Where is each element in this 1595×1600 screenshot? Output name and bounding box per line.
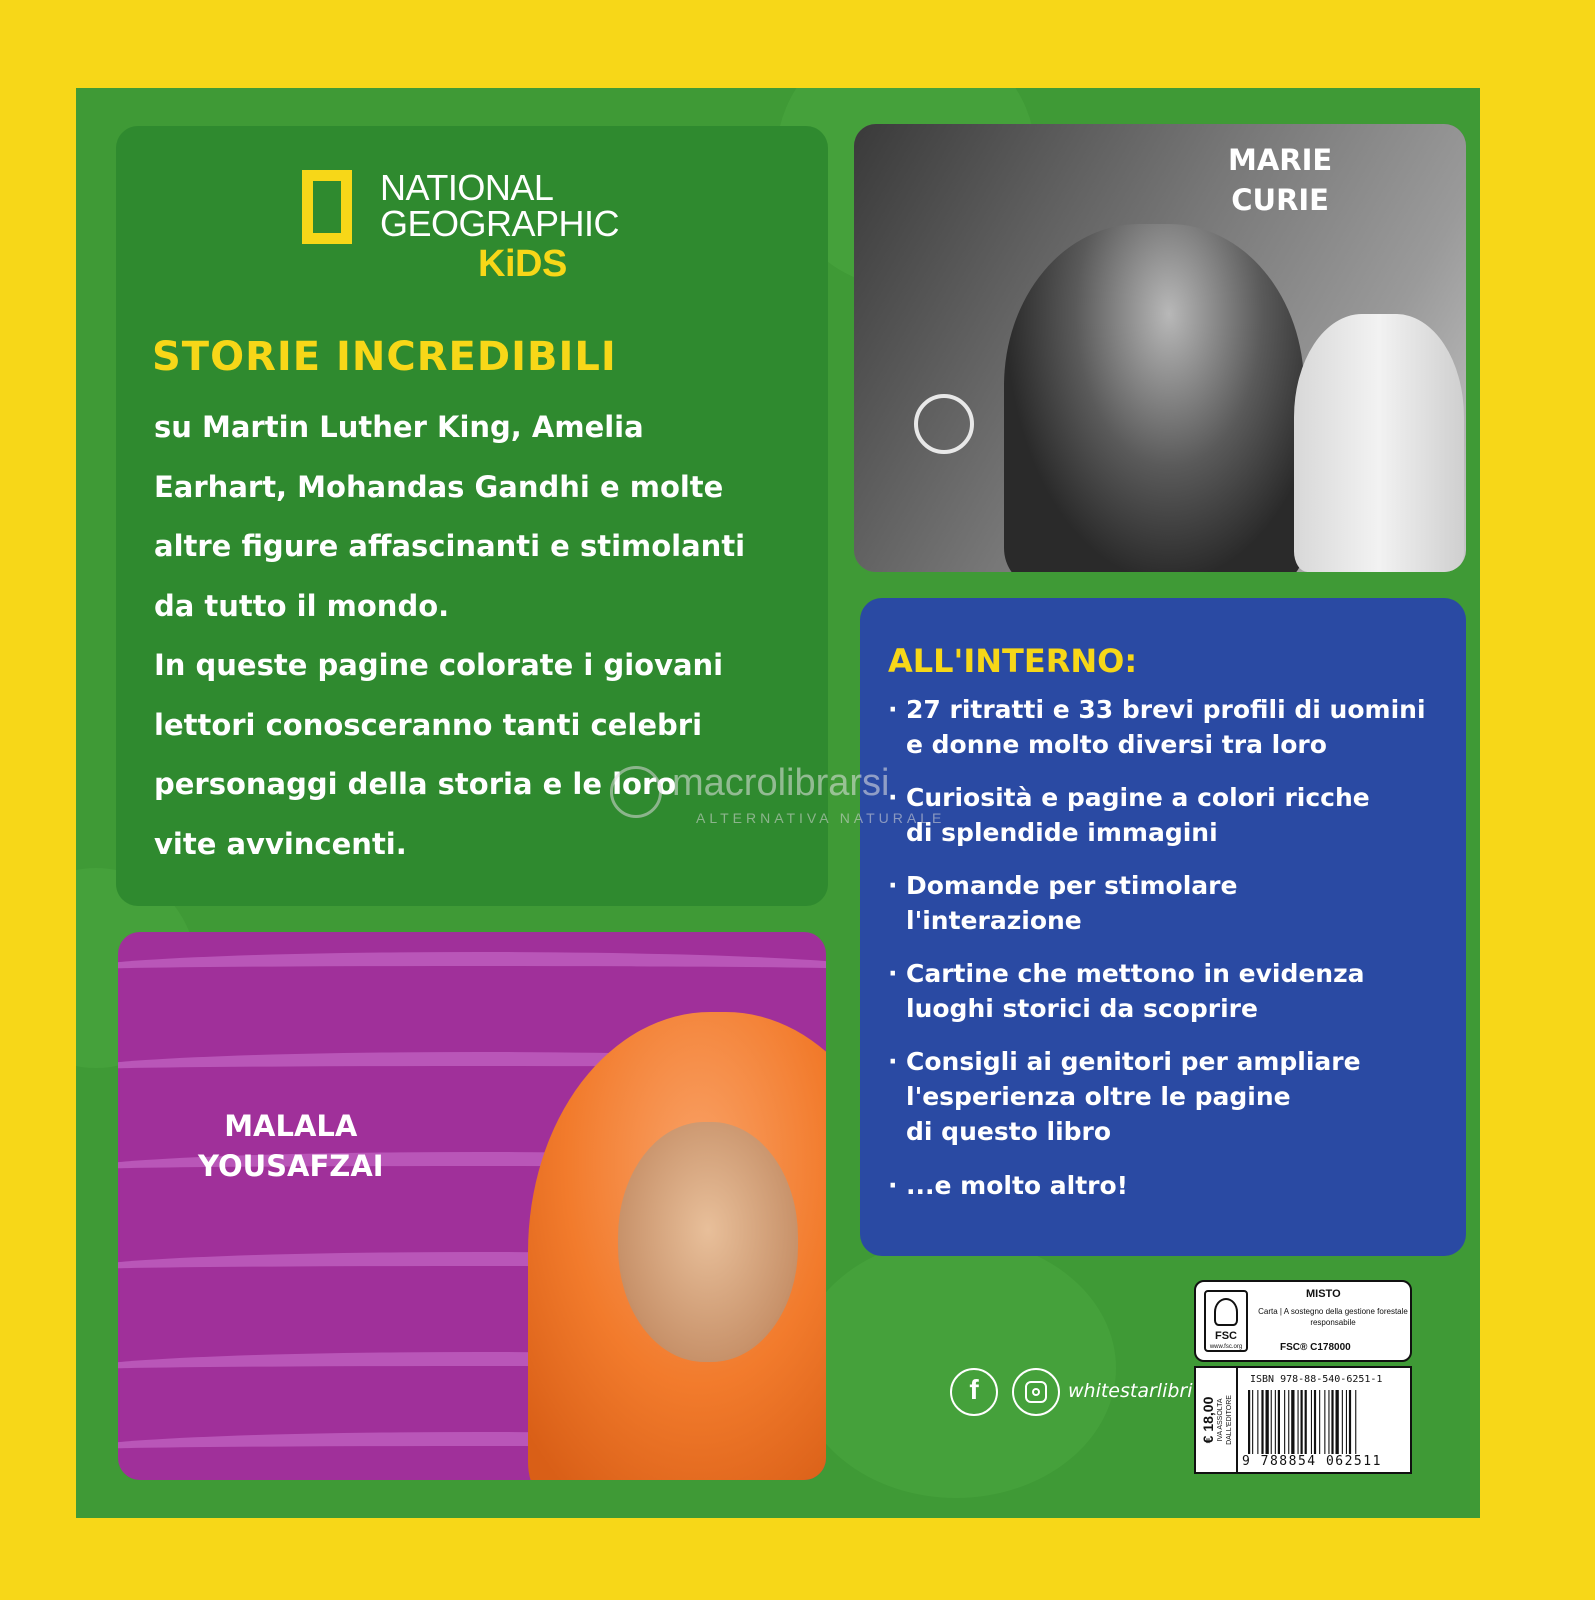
- intro-line: vite avvincenti.: [154, 826, 407, 861]
- barcode-bar: [1331, 1390, 1333, 1454]
- barcode-bar: [1328, 1390, 1329, 1454]
- barcode-bar: [1324, 1390, 1325, 1454]
- barcode-bar: [1301, 1390, 1303, 1454]
- barcode-bar: [1248, 1390, 1250, 1454]
- barcode-bar: [1355, 1390, 1356, 1454]
- barcode-box: [1194, 1366, 1412, 1474]
- logo-text-kids: KiDS: [478, 243, 567, 285]
- inside-list-title: ALL'INTERNO:: [888, 642, 1138, 680]
- barcode-bar: [1291, 1390, 1294, 1454]
- barcode-bar: [1275, 1390, 1276, 1454]
- barcode-bar: [1311, 1390, 1312, 1454]
- intro-line: Earhart, Mohandas Gandhi e molte: [154, 469, 724, 504]
- barcode-bar: [1298, 1390, 1299, 1454]
- decorative-shape: [796, 1238, 1116, 1498]
- marie-curie-photo: [854, 124, 1466, 572]
- ean-number: 9 788854 062511: [1242, 1454, 1382, 1469]
- intro-line: da tutto il mondo.: [154, 588, 450, 623]
- barcode-bar: [1278, 1390, 1280, 1454]
- yellow-frame-icon: [302, 170, 352, 244]
- intro-line: In queste pagine colorate i giovani: [154, 648, 724, 682]
- barcode-bar: [1346, 1390, 1347, 1454]
- barcode-bar: [1342, 1390, 1343, 1454]
- barcode-bar: [1305, 1390, 1307, 1454]
- intro-line: su Martin Luther King, Amelia: [154, 410, 644, 444]
- national-geographic-kids-logo: [302, 167, 620, 290]
- malala-caption: MALALA YOUSAFZAI: [198, 1109, 384, 1183]
- barcode-bar: [1271, 1390, 1272, 1454]
- social-handle: whitestarlibri: [1068, 1380, 1193, 1402]
- barcode-bar: [1349, 1390, 1351, 1454]
- malala-yousafzai-photo: [118, 932, 826, 1480]
- price: € 18,00: [1200, 1396, 1216, 1444]
- fsc-tree-icon: FSC www.fsc.org: [1204, 1290, 1248, 1352]
- intro-headline: STORIE INCREDIBILI: [152, 334, 617, 380]
- fsc-code: FSC® C178000: [1280, 1342, 1351, 1353]
- barcode-bar: [1261, 1390, 1263, 1454]
- fsc-certification-box: [1194, 1280, 1412, 1362]
- glass-flask: [914, 394, 974, 454]
- face: [618, 1122, 798, 1362]
- barcode-bar: [1288, 1390, 1289, 1454]
- price-column: [1196, 1368, 1238, 1472]
- barcode-bar: [1336, 1390, 1339, 1454]
- list-item: · Curiosità e pagine a colori ricche di splendide immagini: [888, 783, 1370, 847]
- logo-text-line-1: NATIONAL: [380, 167, 554, 208]
- intro-line: lettori conosceranno tanti celebri: [154, 707, 703, 742]
- list-item: · Consigli ai genitori per ampliare l'esperienza oltre le pagine di questo libro: [888, 1047, 1361, 1146]
- list-item: · 27 ritratti e 33 brevi profili di uomini e donne molto diversi tra loro: [888, 695, 1426, 759]
- logo-text-line-2: GEOGRAPHIC: [380, 203, 620, 244]
- barcode-icon: [1248, 1390, 1404, 1454]
- barcode-bar: [1252, 1390, 1253, 1454]
- instagram-icon: [1012, 1368, 1060, 1416]
- leaf-icon: [610, 766, 662, 818]
- list-item: · ...e molto altro!: [888, 1171, 1129, 1200]
- macrolibrarsi-watermark: macrolibrarsi ALTERNATIVA NATURALE: [610, 760, 1030, 830]
- glass-bottle: [1294, 314, 1464, 572]
- list-item: · Domande per stimolare l'interazione: [888, 871, 1238, 935]
- price-note: IVA ASSOLTA: [1217, 1398, 1224, 1442]
- fsc-description: Carta | A sostegno della gestione forestale responsabile: [1258, 1307, 1408, 1327]
- list-item: · Cartine che mettono in evidenza luoghi storici da scoprire: [888, 959, 1365, 1023]
- marie-curie-caption: MARIE CURIE: [1228, 143, 1333, 217]
- barcode-bar: [1257, 1390, 1258, 1454]
- isbn: ISBN 978-88-540-6251-1: [1250, 1374, 1383, 1385]
- fsc-label: MISTO: [1306, 1288, 1341, 1300]
- barcode-bar: [1284, 1390, 1285, 1454]
- intro-line: personaggi della storia e le loro: [154, 767, 677, 801]
- price-note: DALL'EDITORE: [1226, 1395, 1233, 1445]
- facebook-icon: f: [950, 1368, 998, 1416]
- barcode-bar: [1319, 1390, 1320, 1454]
- barcode-bar: [1314, 1390, 1316, 1454]
- person-figure: [1004, 224, 1304, 572]
- barcode-bar: [1266, 1390, 1269, 1454]
- intro-line: altre figure affascinanti e stimolanti: [154, 529, 746, 563]
